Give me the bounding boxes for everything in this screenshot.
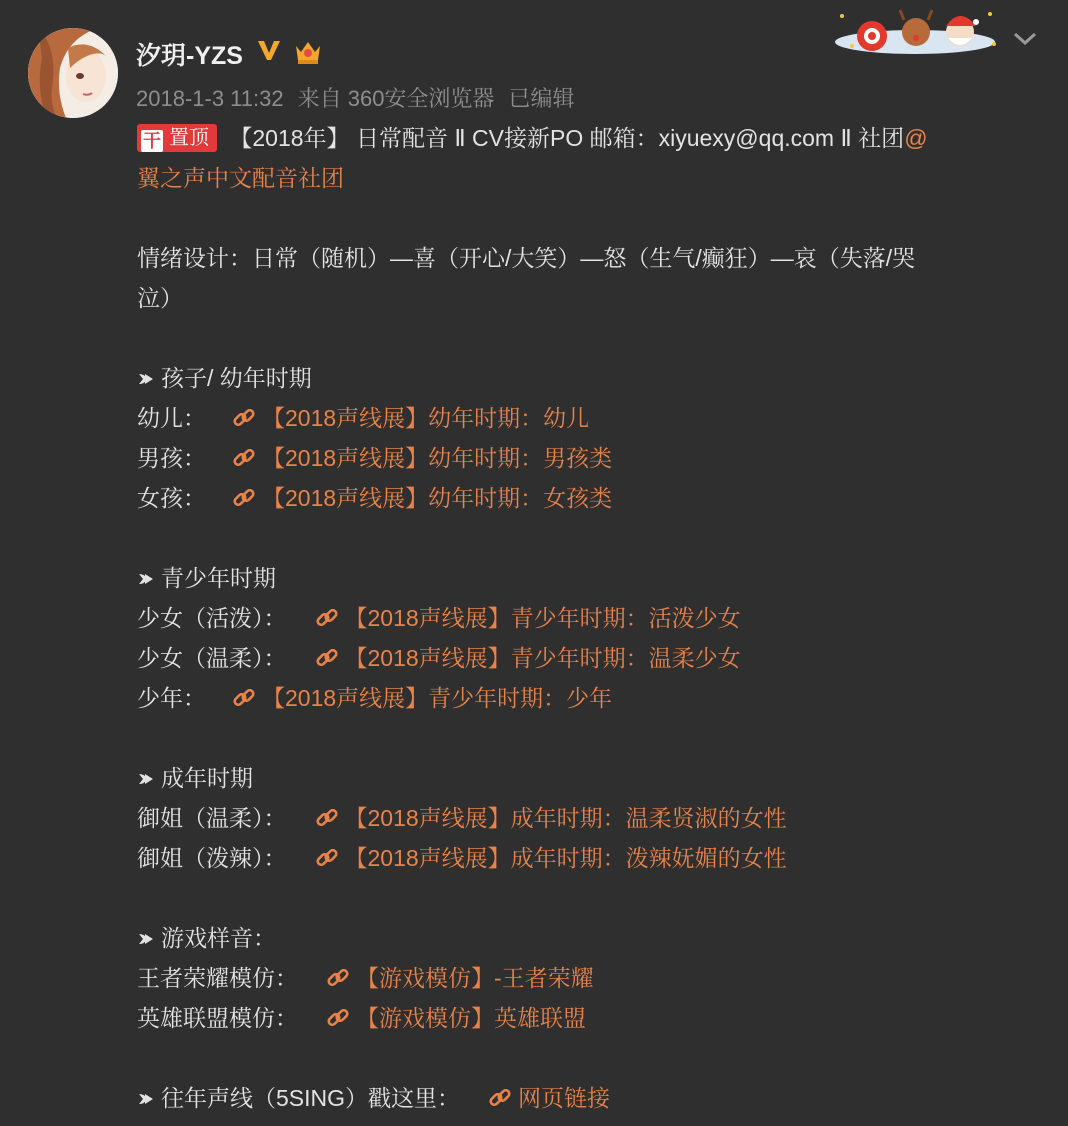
edited-label[interactable]: 已编辑 [508,86,575,111]
link-chain-icon [488,1082,512,1122]
link-chain-icon [326,962,350,1002]
post-meta [136,82,588,113]
link-chain-icon [315,842,339,882]
pin-label: 置顶 [169,127,209,149]
link-text[interactable]: 【2018声线展】成年时期：温柔贤淑的女性 [344,805,787,831]
list-item: 少年： 【2018声线展】青少年时期：少年 [137,678,1037,718]
web-link[interactable]: 网页链接 [518,1085,611,1111]
festive-decoration [830,6,1000,60]
link-text[interactable]: 【2018声线展】幼年时期：女孩类 [262,485,613,511]
username[interactable]: 汐玥-YZS [136,42,243,70]
post-content [137,118,1037,1118]
link-text[interactable]: 【2018声线展】幼年时期：幼儿 [262,405,590,431]
emotion-text: 情绪设计：日常（随机）—喜（开心/大笑）—怒（生气/癫狂）—哀（失落/哭 [137,245,916,271]
link-text[interactable]: 【2018声线展】青少年时期：温柔少女 [344,645,741,671]
link-chain-icon [232,682,256,722]
list-item: 御姐（泼辣）： 【2018声线展】成年时期：泼辣妩媚的女性 [137,838,1037,878]
bullet-arrow-icon [137,560,155,600]
link-text[interactable]: 【2018声线展】成年时期：泼辣妩媚的女性 [344,845,787,871]
post-intro-text: 【2018年】 日常配音 Ⅱ CV接新PO 邮箱：xiyuexy@qq.com Ⅱ 社团 [229,125,905,151]
link-chain-icon [315,802,339,842]
mention-at[interactable]: @ [904,125,928,151]
bullet-arrow-icon [137,1080,155,1120]
emotion-text-cont: 泣） [137,285,183,311]
crown-badge-icon[interactable] [292,36,324,70]
list-item: 幼儿： 【2018声线展】幼年时期：幼儿 [137,398,1037,438]
avatar[interactable] [28,28,118,118]
link-text[interactable]: 【2018声线展】青少年时期：少年 [262,685,613,711]
link-chain-icon [232,442,256,482]
pin-icon: 干 [143,131,161,151]
list-item: 女孩： 【2018声线展】幼年时期：女孩类 [137,478,1037,518]
post-source[interactable]: 来自 360安全浏览器 [297,86,495,111]
bullet-arrow-icon [137,360,155,400]
pin-badge [137,124,217,152]
list-item: 英雄联盟模仿： 【游戏模仿】英雄联盟 [137,998,1037,1038]
link-text[interactable]: 【游戏模仿】-王者荣耀 [356,965,594,991]
link-chain-icon [315,642,339,682]
post-time[interactable]: 2018-1-3 11:32 [136,86,284,111]
section-title: 成年时期 [137,758,1037,798]
list-item: 御姐（温柔）： 【2018声线展】成年时期：温柔贤淑的女性 [137,798,1037,838]
section-title: 青少年时期 [137,558,1037,598]
section-title: 孩子/ 幼年时期 [137,358,1037,398]
list-item: 王者荣耀模仿： 【游戏模仿】-王者荣耀 [137,958,1037,998]
chevron-down-icon[interactable] [1010,26,1040,54]
link-chain-icon [315,602,339,642]
section-title: 往年声线（5SING）戳这里： 网页链接 [137,1078,1037,1118]
link-chain-icon [232,402,256,442]
verified-v-icon [256,38,282,66]
list-item: 少女（温柔）： 【2018声线展】青少年时期：温柔少女 [137,638,1037,678]
list-item: 少女（活泼）： 【2018声线展】青少年时期：活泼少女 [137,598,1037,638]
link-text[interactable]: 【2018声线展】幼年时期：男孩类 [262,445,613,471]
link-text[interactable]: 【2018声线展】青少年时期：活泼少女 [344,605,741,631]
section-title: 游戏样音： [137,918,1037,958]
bullet-arrow-icon [137,760,155,800]
link-chain-icon [326,1002,350,1042]
link-text[interactable]: 【游戏模仿】英雄联盟 [356,1005,586,1031]
bullet-arrow-icon [137,920,155,960]
mention-link[interactable]: 翼之声中文配音社团 [137,165,344,191]
link-chain-icon [232,482,256,522]
list-item: 男孩： 【2018声线展】幼年时期：男孩类 [137,438,1037,478]
